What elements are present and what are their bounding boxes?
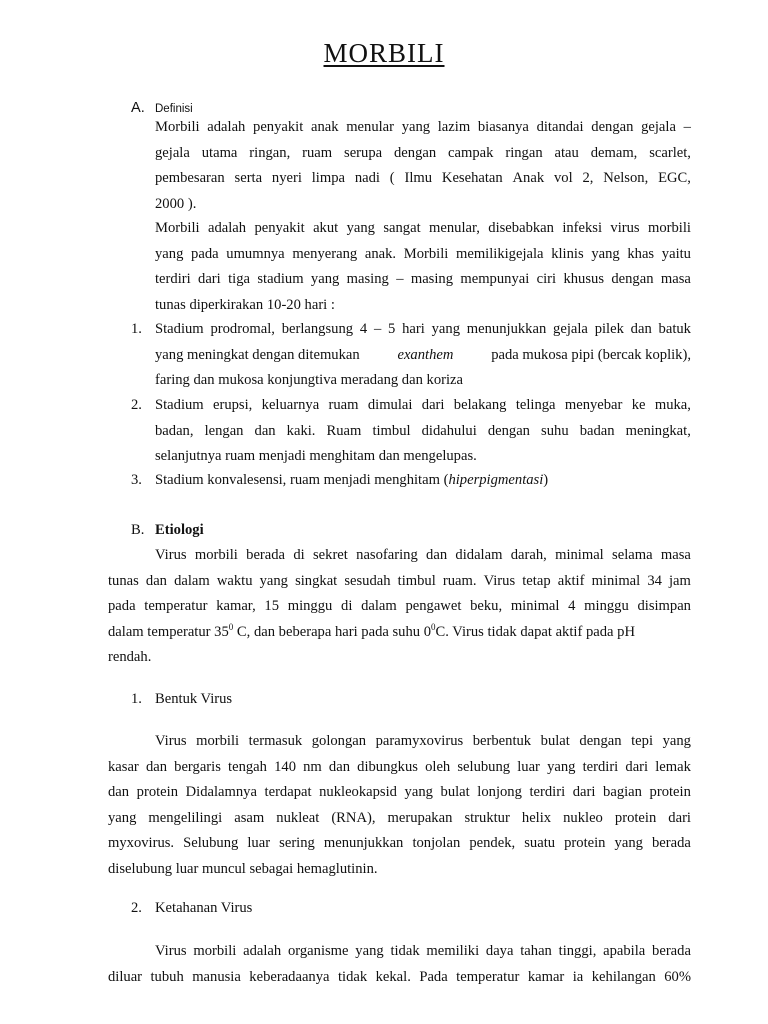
text-fragment: dalam temperatur 35	[108, 623, 229, 640]
text-line: Morbili adalah penyakit akut yang sangat menular, disebabkan infeksi virus morbili	[155, 220, 691, 236]
text-line: pada temperatur kamar, 15 minggu di dalam pengawet beku, minimal 4 minggu disimpan	[108, 598, 691, 614]
text-fragment: yang meningkat dengan ditemukan	[155, 346, 360, 363]
text-fragment: Stadium konvalesensi, ruam menjadi menghitam (	[155, 472, 449, 488]
section-a-title: Definisi	[155, 103, 193, 115]
text-line	[155, 343, 691, 369]
text-line: Morbili adalah penyakit anak menular yang lazim biasanya ditandai dengan gejala –	[155, 119, 691, 135]
text-line: gejala utama ringan, ruam serupa dengan campak ringan atau demam, scarlet,	[155, 144, 691, 161]
list-marker: 3.	[131, 472, 142, 488]
subsection-title-ketahanan-virus: Ketahanan Virus	[155, 900, 253, 916]
text-fragment	[108, 620, 635, 646]
superscript: 0	[431, 621, 436, 632]
etiologi-paragraph	[108, 543, 691, 671]
list-item-stadium-konvalesensi	[155, 468, 691, 494]
section-b-title: Etiologi	[155, 522, 204, 538]
italic-term: hiperpigmentasi	[448, 472, 544, 488]
list-item-stadium-prodromal	[155, 317, 691, 394]
list-marker: 1.	[131, 321, 142, 337]
text-line: selanjutnya ruam menjadi menghitam dan mengelupas.	[155, 448, 477, 464]
superscript: 0	[228, 621, 234, 632]
section-a-marker: A.	[131, 100, 145, 116]
text-line: 2000 ).	[155, 195, 197, 212]
text-line: Stadium prodromal, berlangsung 4 – 5 hari yang menunjukkan gejala pilek dan batuk	[155, 321, 691, 337]
text-fragment: pada mukosa pipi (bercak koplik),	[491, 346, 691, 363]
text-line: Virus morbili adalah organisme yang tidak memiliki daya tahan tinggi, apabila berada	[155, 943, 691, 959]
text-line: yang pada umumnya menyerang anak. Morbili memilikigejala klinis yang khas yaitu	[155, 245, 691, 262]
ketahanan-virus-paragraph	[108, 939, 691, 990]
subsection-marker: 1.	[131, 691, 142, 707]
subsection-title-bentuk-virus: Bentuk Virus	[155, 691, 233, 707]
document-title: MORBILI	[323, 38, 445, 68]
text-line: diselubung luar muncul sebagai hemaglutinin.	[108, 860, 378, 877]
list-item-stadium-erupsi	[155, 393, 691, 470]
text-line: diluar tubuh manusia keberadaanya tidak kekal. Pada temperatur kamar ia kehilangan 60%	[108, 968, 691, 985]
text-line: Stadium erupsi, keluarnya ruam dimulai dari belakang telinga menyebar ke muka,	[155, 397, 691, 413]
text-fragment: )	[543, 472, 549, 488]
text-line: pembesaran serta nyeri limpa nadi ( Ilmu Kesehatan Anak vol 2, Nelson, EGC,	[155, 170, 691, 186]
list-marker: 2.	[131, 397, 142, 413]
text-line: rendah.	[108, 649, 152, 665]
text-line	[155, 468, 691, 494]
text-line: badan, lengan dan kaki. Ruam timbul didahului dengan suhu badan meningkat,	[155, 422, 691, 439]
text-line: Virus morbili berada di sekret nasofaring dan didalam darah, minimal selama masa	[155, 547, 691, 563]
text-line: yang mengelilingi asam nukleat (RNA), merupakan struktur helix nukleo protein dari	[108, 809, 691, 826]
text-line: Virus morbili termasuk golongan paramyxovirus berbentuk bulat dengan tepi yang	[155, 733, 691, 749]
text-line: tunas dan dalam waktu yang singkat sesudah timbul ruam. Virus tetap aktif minimal 34 jam	[108, 572, 691, 589]
text-fragment: C, dan beberapa hari pada suhu 0	[233, 623, 432, 640]
text-line: terdiri dari tiga stadium yang masing – masing mempunyai ciri khusus dengan masa	[155, 271, 691, 287]
text-line: kasar dan bergaris tengah 140 nm dan dibungkus oleh selubung luar yang terdiri dari lemak	[108, 758, 691, 775]
section-a-heading	[131, 100, 193, 116]
text-fragment: C. Virus tidak dapat aktif pada pH	[435, 623, 636, 640]
text-line: dan protein Didalamnya terdapat nukleokapsid yang bulat lonjong terdiri dari bagian protein	[108, 784, 691, 800]
text-line: tunas diperkirakan 10-20 hari :	[155, 296, 335, 313]
italic-term: exanthem	[397, 346, 454, 363]
text-line	[108, 620, 691, 646]
bentuk-virus-paragraph	[108, 729, 691, 882]
subsection-marker: 2.	[131, 900, 142, 916]
text-line: faring dan mukosa konjungtiva meradang dan koriza	[155, 372, 463, 388]
definition-paragraph-1	[155, 115, 691, 217]
section-b-marker: B.	[131, 522, 145, 538]
text-line: myxovirus. Selubung luar sering menunjukkan tonjolan pendek, suatu protein yang berada	[108, 835, 691, 851]
definition-paragraph-2	[155, 216, 691, 318]
